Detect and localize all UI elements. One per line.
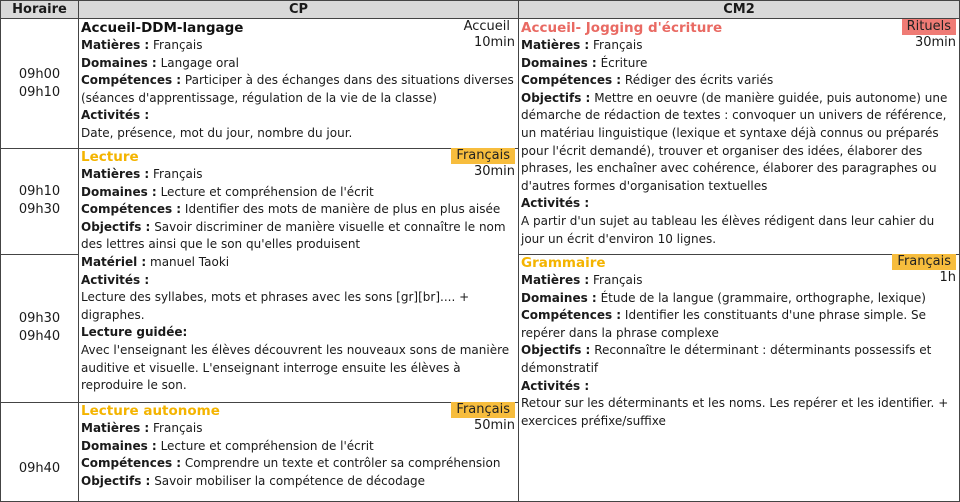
hour-slot-1: 09h00 09h10 bbox=[0, 19, 79, 149]
cp-accueil-cell: Accueil 10min Accueil-DDM-langage Matières : Français Domaines : Langage oral Compétences : Participer à des échanges dans des situations diverses (séances d'apprentissage, régulation de la vie de la classe) Activités : Date, présence, mot du jour, nombre du jour. bbox=[78, 19, 519, 149]
cp-lecture-tag: Français 30min bbox=[451, 148, 515, 180]
header-horaire: Horaire bbox=[0, 0, 79, 19]
cp-lecture-autonome-title: Lecture autonome bbox=[81, 403, 220, 419]
cp-lecture-title: Lecture bbox=[81, 149, 139, 165]
hour-slot-4: 09h40 bbox=[0, 402, 79, 502]
cp-accueil-title: Accueil-DDM-langage bbox=[81, 20, 244, 36]
cp-accueil-tag: Accueil 10min bbox=[463, 19, 515, 50]
cm2-grammaire-tag: Français 1h bbox=[892, 254, 956, 286]
hour-slot-2: 09h10 09h30 bbox=[0, 148, 79, 255]
cp-lecture-autonome-cell: Français 50min Lecture autonome Matières : Français Domaines : Lecture et compréhension de l'écrit Compétences : Comprendre un texte et contrôler sa compréhension Objectifs : Savoir mobiliser la compétence de décodage bbox=[78, 402, 519, 502]
hour-slot-3: 09h30 09h40 bbox=[0, 254, 79, 403]
cm2-jogging-tag: Rituels 30min bbox=[902, 19, 956, 51]
cm2-grammaire-title: Grammaire bbox=[521, 255, 606, 271]
cm2-jogging-cell: Rituels 30min Accueil- Jogging d'écriture Matières : Français Domaines : Écriture Compétences : Rédiger des écrits variés Objectifs : Mettre en oeuvre (de manière guidée, puis autonome) une démarche de rédaction de textes : convoquer un univers de référence, un matériau linguistique (lexique et syntaxe déjà connus ou préparés pour l'écrit demandé), trouver et organiser des idées, élaborer des phrases, les enchaîner avec cohérence, élaborer des paragraphes ou d'autres formes d'organisation textuelles Activités : A partir d'un sujet au tableau les élèves rédigent dans leur cahier du jour un écrit d'environ 10 lignes. bbox=[518, 19, 960, 255]
cp-lecture-cell: Français 30min Lecture Matières : Français Domaines : Lecture et compréhension de l'écrit Compétences : Identifier des mots de manière de plus en plus aisée Objectifs : Savoir discriminer de manière visuelle et connaître le nom des lettres ainsi que le son qu'elles produisent Matériel : manuel Taoki Activités : Lecture des syllabes, mots et phrases avec les sons [gr][br].... + digraphes. Lecture guidée: Avec l'enseignant les élèves découvrent les nouveaux sons de manière auditive et visuelle. L'enseignant interroge ensuite les élèves à reproduire le son. bbox=[78, 148, 519, 403]
cm2-grammaire-cell: Français 1h Grammaire Matières : Français Domaines : Étude de la langue (grammaire, orthographe, lexique) Compétences : Identifier les constituants d'une phrase simple. Se repérer dans la phrase complexe Objectifs : Reconnaître le déterminant : déterminants possessifs et démonstratif Activités : Retour sur les déterminants et les noms. Les repérer et les identifier. + exercices préfixe/suffixe bbox=[518, 254, 960, 502]
cp-lecture-autonome-tag: Français 50min bbox=[451, 402, 515, 434]
header-cm2: CM2 bbox=[518, 0, 960, 19]
cm2-jogging-title: Accueil- Jogging d'écriture bbox=[521, 20, 723, 36]
header-cp: CP bbox=[78, 0, 519, 19]
